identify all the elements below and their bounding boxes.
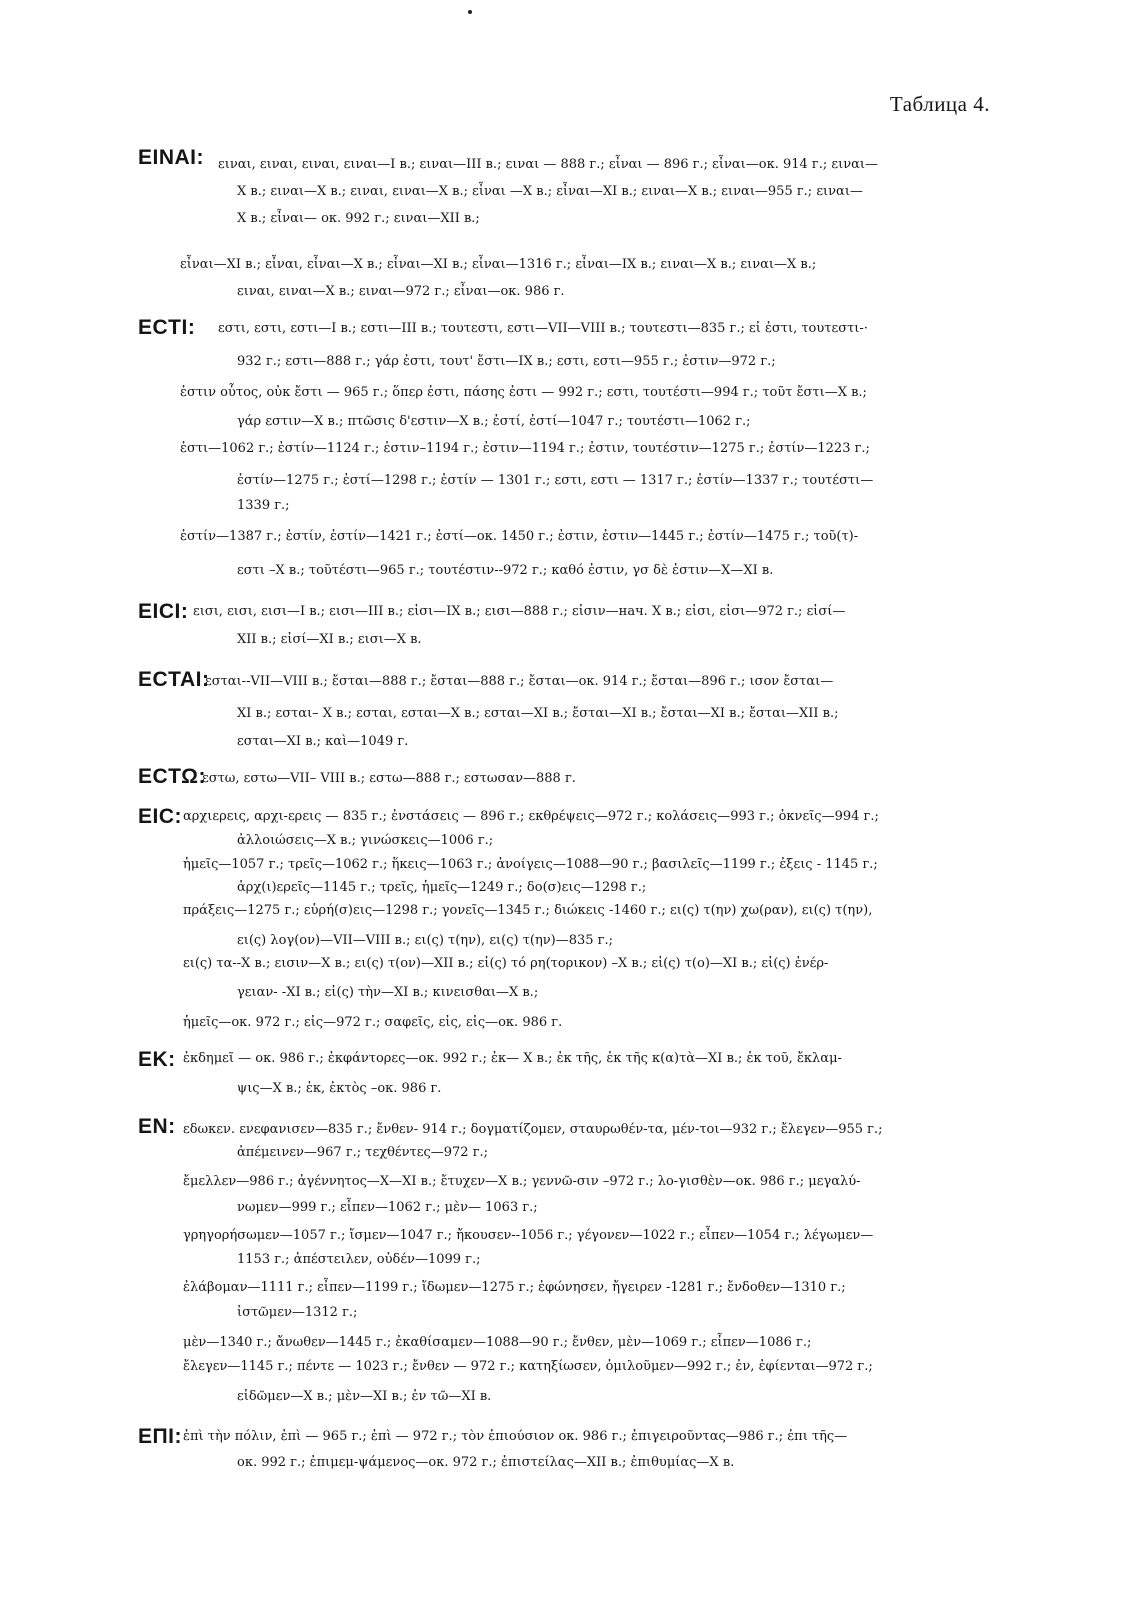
entry-line: γειαν- -XI в.; εἰ(ς) τὴν—XI в.; κινεισθαι—X в.; bbox=[237, 985, 539, 1000]
entry-line: εστω, εστω—VII– VIII в.; εστω—888 г.; εστωσαν—888 г. bbox=[202, 771, 576, 786]
entry-line: εστι, εστι, εστι—I в.; εστι—III в.; τουτεστι, εστι—VII—VIII в.; τουτεστι—835 г.; εἰ ἐστι, τουτεστι-· bbox=[218, 321, 868, 336]
entry-line: ἐλάβομαν—1111 г.; εἶπεν—1199 г.; ἴδωμεν—1275 г.; ἐφώνησεν, ἤγειρεν -1281 г.; ἔνδοθεν—1310 г.; bbox=[183, 1280, 846, 1295]
entry-line: μὲν—1340 г.; ἄνωθεν—1445 г.; ἐκαθίσαμεν—1088—90 г.; ἔνθεν, μὲν—1069 г.; εἶπεν—1086 г.; bbox=[183, 1335, 812, 1350]
page-title: Таблица 4. bbox=[889, 92, 990, 116]
entry-line: ει(ς) τα--X в.; εισιν—X в.; ει(ς) τ(ον)—XII в.; εἰ(ς) τό ρη(τορικον) –X в.; εἰ(ς) τ(ο)—XI в.; εἰ(ς) ἐνέρ- bbox=[183, 956, 829, 971]
entry-head: ΕCΤΑΙ: bbox=[138, 668, 210, 691]
entry-line: XI в.; εσται– X в.; εσται, εσται—X в.; εσται—XI в.; ἔσται—XI в.; ἔσται—XI в.; ἔσται—XII в.; bbox=[237, 706, 839, 721]
entry-line: ἐστίν—1387 г.; ἐστίν, ἐστίν—1421 г.; ἐστί—ок. 1450 г.; ἐστιν, ἐστιν—1445 г.; ἐστίν—1475 г.; τοῦ(τ)- bbox=[180, 529, 859, 544]
entry-line: ἡμεῖς—1057 г.; τρεῖς—1062 г.; ἥκεις—1063 г.; ἀνοίγεις—1088—90 г.; βασιλεῖς—1199 г.; ἐξεις - 1145 г.; bbox=[183, 857, 878, 872]
entry-line: γρηγορήσωμεν—1057 г.; ἴσμεν—1047 г.; ἤκουσεν--1056 г.; γέγονεν—1022 г.; εἶπεν—1054 г.; λέγωμεν— bbox=[183, 1228, 874, 1243]
entry-line: ἀρχ(ι)ερεῖς—1145 г.; τρεῖς, ἡμεῖς—1249 г.; δο(σ)εις—1298 г.; bbox=[237, 880, 647, 895]
entry-line: ἐπὶ τὴν πόλιν, ἐπὶ — 965 г.; ἐπὶ — 972 г.; τὸν ἐπιούσιον ок. 986 г.; ἐπιγειροῦντας—986 г.; ἐπι τῆς— bbox=[183, 1429, 848, 1444]
entry-line: X в.; ειναι—X в.; ειναι, ειναι—X в.; εἶναι —X в.; εἶναι—XI в.; ειναι—X в.; ειναι—955 г.; ειναι— bbox=[237, 184, 863, 199]
entry-line: εισι, εισι, εισι—I в.; εισι—III в.; εἰσι—IX в.; εισι—888 г.; εἰσιν—нач. X в.; εἰσι, εἰσι—972 г.; εἰσί— bbox=[193, 604, 846, 619]
entry-head: ΕΠΙ: bbox=[138, 1425, 182, 1448]
entry-line: νωμεν—999 г.; εἶπεν—1062 г.; μὲν— 1063 г.; bbox=[237, 1200, 538, 1215]
entry-line: ἐκδημεῖ — ок. 986 г.; ἐκφάντορες—ок. 992 г.; ἐκ— X в.; ἐκ τῆς, ἐκ τῆς κ(α)τὰ—XI в.; ἐκ τοῦ, ἔκλαμ- bbox=[183, 1051, 842, 1066]
entry-line: 1339 г.; bbox=[237, 498, 290, 513]
entry-line: ψις—X в.; ἐκ, ἐκτὸς –ок. 986 г. bbox=[237, 1081, 442, 1096]
entry-line: εδωκεν. ενεφανισεν—835 г.; ἔνθεν- 914 г.; δογματίζομεν, σταυρωθέν-τα, μέν-τοι—932 г.; ἔλεγεν—955 г.; bbox=[183, 1122, 883, 1137]
entry-head: ΕΚ: bbox=[138, 1048, 176, 1071]
entry-head: ΕΙCΙ: bbox=[138, 600, 189, 623]
entry-line: εἰδῶμεν—X в.; μὲν—XI в.; ἐν τῶ—XI в. bbox=[237, 1389, 492, 1404]
entry-line: ἀπέμεινεν—967 г.; τεχθέντες—972 г.; bbox=[237, 1145, 489, 1160]
entry-line: ει(ς) λογ(ον)—VII—VIII в.; ει(ς) τ(ην), ει(ς) τ(ην)—835 г.; bbox=[237, 933, 614, 948]
entry-line: ἡμεῖς—ок. 972 г.; εἰς—972 г.; σαφεῖς, εἰς, εἰς—ок. 986 г. bbox=[183, 1015, 563, 1030]
entry-line: ειναι, ειναι, ειναι, ειναι—I в.; ειναι—III в.; ειναι — 888 г.; εἶναι — 896 г.; εἶναι—ок. 914 г.; ειναι— bbox=[218, 157, 878, 172]
entry-head: ΕΙΝΑΙ: bbox=[138, 146, 204, 169]
entry-line: XII в.; εἰσί—XI в.; εισι—X в. bbox=[237, 632, 422, 647]
entry-line: ἰστῶμεν—1312 г.; bbox=[237, 1305, 358, 1320]
entry-line: πράξεις—1275 г.; εὑρή(σ)εις—1298 г.; γονεῖς—1345 г.; διώκεις -1460 г.; ει(ς) τ(ην) χω(ραν), ει(ς) τ(ην), bbox=[183, 903, 873, 918]
entry-line: εστι –X в.; τοῦτέστι—965 г.; τουτέστιν--972 г.; καθό ἐστιν, γσ δὲ ἐστιν—X—XI в. bbox=[237, 563, 774, 578]
entry-head: ΕΙC: bbox=[138, 805, 182, 828]
entry-line: γάρ εστιν—X в.; πτῶσις δ'εστιν—X в.; ἐστί, ἐστί—1047 г.; τουτέστι—1062 г.; bbox=[237, 414, 751, 429]
entry-head: ΕΝ: bbox=[138, 1115, 176, 1138]
entry-line: εσται--VII—VIII в.; ἔσται—888 г.; ἔσται—888 г.; ἔσται—ок. 914 г.; ἔσται—896 г.; ισον ἔσται— bbox=[205, 674, 834, 689]
entry-head: ΕCΤΙ: bbox=[138, 316, 196, 339]
entry-line: X в.; εἶναι— ок. 992 г.; ειναι—XII в.; bbox=[237, 211, 480, 226]
entry-line: ἔλεγεν—1145 г.; πέντε — 1023 г.; ἔνθεν — 972 г.; κατηξίωσεν, ὁμιλοῦμεν—992 г.; ἐν, ἐφίενται—972 г.; bbox=[183, 1359, 873, 1374]
entry-line: ἐστι—1062 г.; ἐστίν—1124 г.; ἐστιν–1194 г.; ἐστιν—1194 г.; ἐστιν, τουτέστιν—1275 г.; ἐστίν—1223 г.; bbox=[180, 441, 870, 456]
entry-line: ок. 992 г.; ἐπιμεμ-ψάμενος—ок. 972 г.; ἐπιστείλας—XII в.; ἐπιθυμίας—X в. bbox=[237, 1455, 735, 1470]
entry-line: ειναι, ειναι—X в.; ειναι—972 г.; εἶναι—ок. 986 г. bbox=[237, 284, 565, 299]
entry-line: ἔμελλεν—986 г.; ἀγέννητος—X—XI в.; ἔτυχεν—X в.; γεννῶ-σιν –972 г.; λο-γισθὲν—ок. 986 г.; μεγαλύ- bbox=[183, 1174, 861, 1189]
entry-line: εἶναι—XI в.; εἶναι, εἶναι—X в.; εἶναι—XI в.; εἶναι—1316 г.; εἶναι—IX в.; ειναι—X в.; ειναι—X в.; bbox=[180, 257, 817, 272]
entry-line: 1153 г.; ἀπέστειλεν, οὐδέν—1099 г.; bbox=[237, 1252, 481, 1267]
entry-line: αρχιερεις, αρχι-ερεις — 835 г.; ἐνστάσεις — 896 г.; εκθρέψεις—972 г.; κολάσεις—993 г.; ὀκνεῖς—994 г.; bbox=[183, 809, 879, 824]
entry-line: ἐστίν—1275 г.; ἐστί—1298 г.; ἐστίν — 1301 г.; εστι, εστι — 1317 г.; ἐστίν—1337 г.; τουτέστι— bbox=[237, 473, 874, 488]
page-mark bbox=[468, 10, 472, 14]
entry-line: 932 г.; εστι—888 г.; γάρ ἐστι, τουτ' ἔστι—IX в.; εστι, εστι—955 г.; ἐστιν—972 г.; bbox=[237, 354, 776, 369]
entry-head: ΕCΤΩ: bbox=[138, 765, 206, 788]
entry-line: ἀλλοιώσεις—X в.; γινώσκεις—1006 г.; bbox=[237, 833, 494, 848]
entry-line: εσται—XI в.; καὶ—1049 г. bbox=[237, 734, 409, 749]
entry-line: ἐστιν οὗτος, οὐκ ἔστι — 965 г.; ὅπερ ἐστι, πάσης ἐστι — 992 г.; εστι, τουτέστι—994 г.; τοῦτ ἔστι—X в.; bbox=[180, 385, 867, 400]
